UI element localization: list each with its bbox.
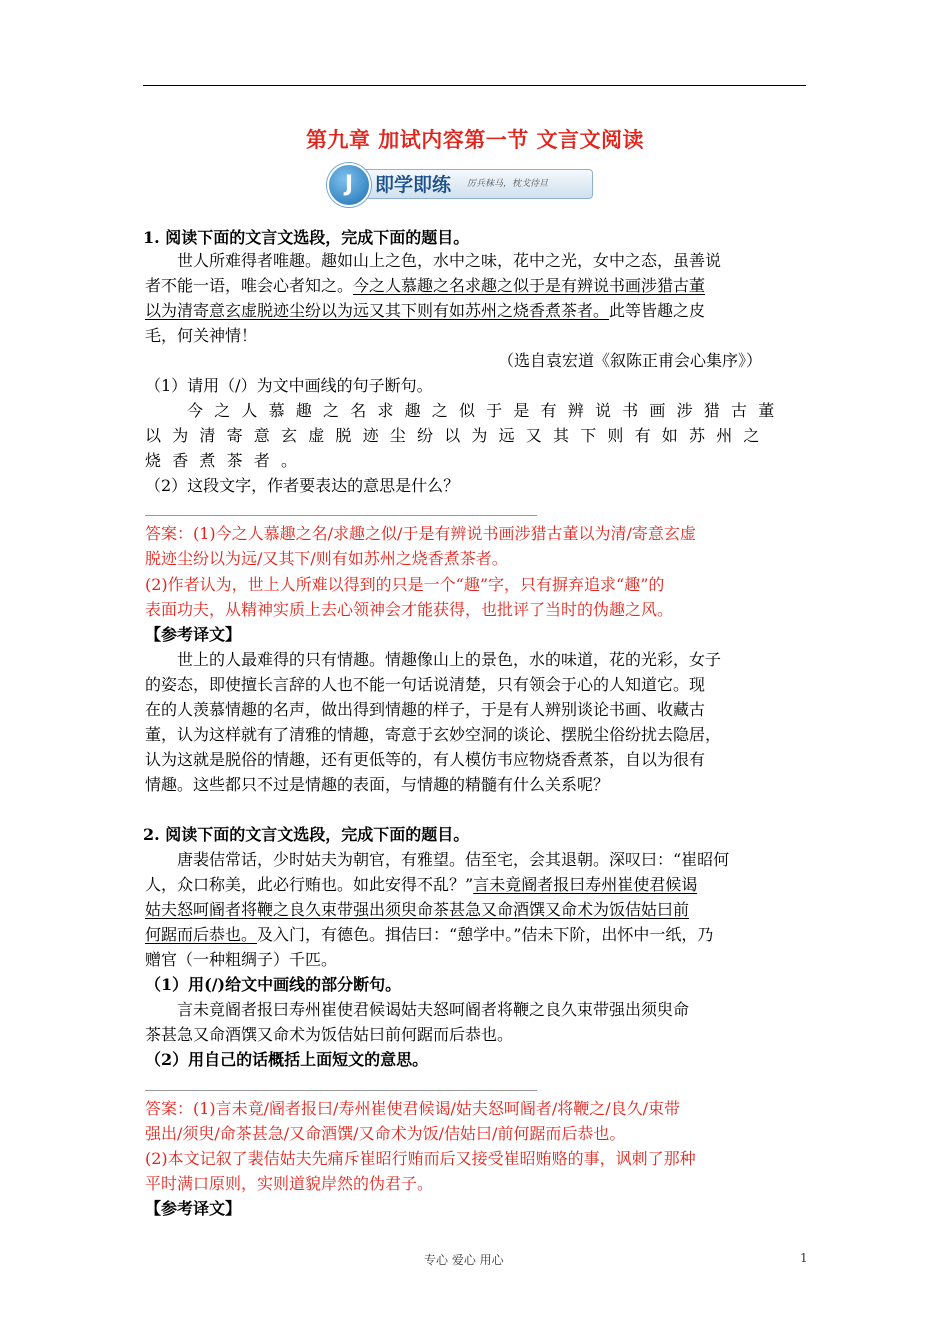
q1-translation-line1: 世上的人最难得的只有情趣。情趣像山上的景色，水的味道，花的光彩，女子	[177, 650, 722, 669]
q1-sentence-line1: 今之人慕趣之名求趣之似于是有辨说书画涉猎古董	[187, 401, 786, 420]
q1-answer1-line1: 答案：(1)今之人慕趣之名/求趣之似/于是有辨说书画涉猎古董以为清/寄意玄虚	[145, 524, 696, 543]
q2-passage-line2: 人，众口称美，此必行贿也。如此安得不乱？”言未竟阍者报曰寿州崔使君候谒	[145, 875, 698, 894]
q2-answer1-line1: 答案：(1)言未竟/阍者报曰/寿州崔使君候谒/姑夫怒呵阍者/将鞭之/良久/束带	[145, 1099, 681, 1118]
q1-answer-line	[145, 515, 537, 516]
practice-banner	[327, 163, 595, 203]
banner-text: 即学即练	[375, 174, 452, 196]
q1-sub2: （2）这段文字，作者要表达的意思是什么？	[145, 476, 460, 495]
q1-translation-line6: 情趣。这些都只不过是情趣的表面，与情趣的精髓有什么关系呢？	[145, 775, 610, 794]
q2-sub1: （1）用(/)给文中画线的部分断句。	[145, 975, 402, 994]
q1-answer2-line1: (2)作者认为，世上人所难以得到的只是一个“趣”字，只有摒弃追求“趣”的	[145, 575, 665, 594]
q2-passage-line3	[145, 897, 689, 922]
q2-sub2: （2）用自己的话概括上面短文的意思。	[145, 1050, 429, 1069]
q2-underlined-text: 言未竟阍者报曰寿州崔使君候谒	[473, 875, 698, 894]
q1-heading: 1. 阅读下面的文言文选段，完成下面的题目。	[143, 228, 470, 247]
q1-ref-heading: 【参考译文】	[145, 625, 242, 644]
q2-passage-line1: 唐裴佶常话，少时姑夫为朝官，有雅望。佶至宅，会其退朝。深叹曰：“崔昭何	[177, 850, 730, 869]
q1-underlined-text2: 以为清寄意玄虚脱迹尘纷以为远又其下则有如苏州之烧香煮茶者。	[145, 301, 610, 320]
q1-translation-line5: 认为这就是脱俗的情趣，还有更低等的，有人模仿韦应物烧香煮茶，自以为很有	[145, 750, 706, 769]
q2-answer-line	[145, 1090, 537, 1091]
header-rule	[143, 85, 806, 86]
q1-translation-line2: 的姿态，即使擅长言辞的人也不能一句话说清楚，只有领会于心的人知道它。现	[145, 675, 706, 694]
q1-passage-line3: 以为清寄意玄虚脱迹尘纷以为远又其下则有如苏州之烧香煮茶者。此等皆趣之皮	[145, 301, 706, 320]
q2-ref-heading: 【参考译文】	[145, 1199, 242, 1218]
q1-answer1-line2: 脱迹尘纷以为远/又其下/则有如苏州之烧香煮茶者。	[145, 549, 508, 568]
q1-source: （选自袁宏道《叙陈正甫会心集序》）	[498, 351, 763, 370]
q1-translation-line4: 董，认为这样就有了清雅的情趣，寄意于玄妙空洞的谈论、摆脱尘俗纷扰去隐居，	[145, 725, 722, 744]
q2-answer1-line2: 强出/须臾/命茶甚急/又命酒馔/又命术为饭/佶姑曰/前何踞而后恭也。	[145, 1124, 626, 1143]
q1-passage-line2: 者不能一语，唯会心者知之。今之人慕趣之名求趣之似于是有辨说书画涉猎古董	[145, 276, 706, 295]
banner-slogan: 厉兵秣马，枕戈待旦	[467, 179, 549, 189]
footer-motto: 专心 爱心 用心	[424, 1253, 504, 1267]
q1-sub1: （1）请用（/）为文中画线的句子断句。	[145, 376, 433, 395]
q1-sentence-line3: 烧香煮茶者。	[145, 451, 309, 470]
q2-underlined-text3: 何踞而后恭也。	[145, 925, 258, 944]
page-title: 第九章 加试内容第一节 文言文阅读	[305, 128, 645, 152]
q2-underlined-text2: 姑夫怒呵阍者将鞭之良久束带强出须臾命茶甚急又命酒馔又命术为饭佶姑曰前	[145, 900, 690, 919]
q1-passage-line4: 毛，何关神情！	[145, 326, 258, 345]
q1-underlined-text: 今之人慕趣之名求趣之似于是有辨说书画涉猎古董	[353, 276, 706, 295]
q1-answer2-line2: 表面功夫，从精神实质上去心领神会才能获得，也批评了当时的伪趣之风。	[145, 600, 674, 619]
q2-answer2-line1: (2)本文记叙了裴佶姑夫先痛斥崔昭行贿而后又接受崔昭贿赂的事，讽刺了那种	[145, 1149, 696, 1168]
q2-heading: 2. 阅读下面的文言文选段，完成下面的题目。	[143, 825, 470, 844]
q2-passage-line4: 何踞而后恭也。及入门，有德色。揖佶曰：“憩学中。”佶未下阶，出怀中一纸，乃	[145, 925, 714, 944]
q1-translation-line3: 在的人羡慕情趣的名声，做出得到情趣的样子，于是有人辨别谈论书画、收藏古	[145, 700, 706, 719]
q1-passage-line1: 世人所难得者唯趣。趣如山上之色，水中之味，花中之光，女中之态，虽善说	[177, 251, 722, 270]
q2-sentence-line2: 茶甚急又命酒馔又命术为饭佶姑曰前何踞而后恭也。	[145, 1025, 514, 1044]
page-number: 1	[800, 1251, 808, 1265]
q1-sentence-line2: 以为清寄意玄虚脱迹尘纷以为远又其下则有如苏州之	[145, 426, 771, 445]
q2-answer2-line2: 平时满口原则，实则道貌岸然的伪君子。	[145, 1174, 434, 1193]
q2-sentence-line1: 言未竟阍者报曰寿州崔使君候谒姑夫怒呵阍者将鞭之良久束带强出须臾命	[177, 1000, 690, 1019]
banner-j-icon: J	[327, 163, 371, 207]
q2-passage-line5: 赠官（一种粗绸子）千匹。	[145, 950, 338, 969]
